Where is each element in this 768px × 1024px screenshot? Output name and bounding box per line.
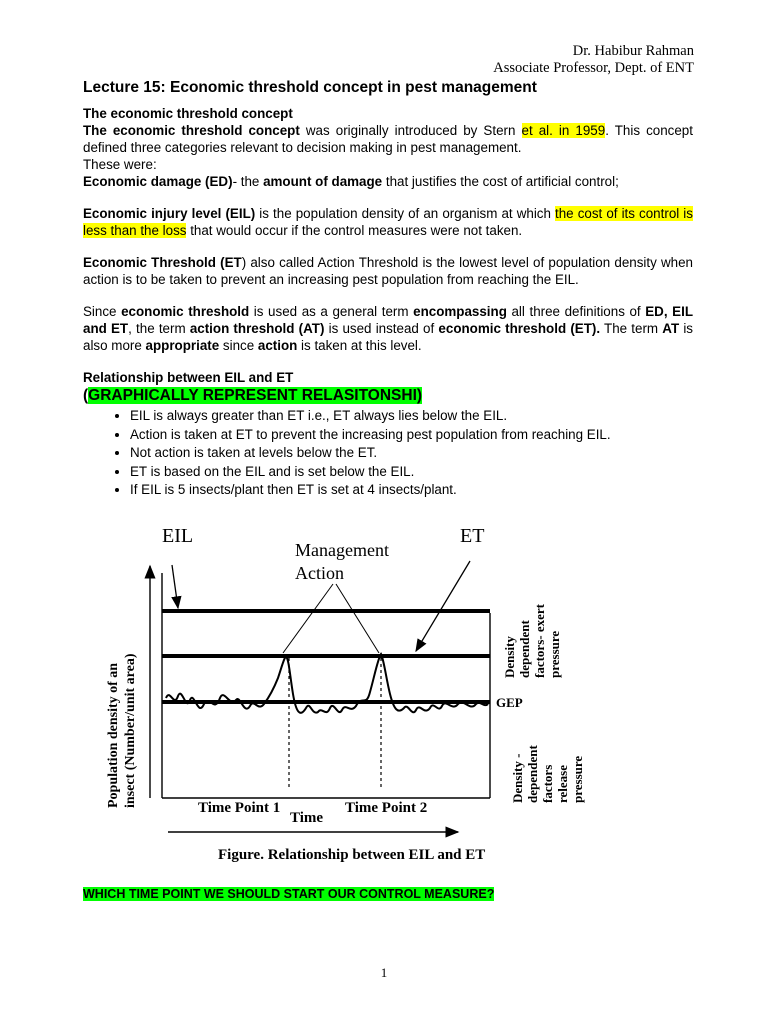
since-b2: encompassing: [413, 304, 507, 319]
intro-text-2: . This concept defined three categories relevant to decision making in pest management.: [83, 123, 693, 155]
since-b3: ED, EIL and ET: [83, 304, 693, 336]
right-bottom-label-4: release: [555, 764, 570, 803]
intro-bold: The economic threshold concept: [83, 123, 300, 138]
lecture-title: Lecture 15: Economic threshold concept in pest management: [83, 79, 537, 96]
question-line: [83, 887, 494, 902]
page-number: 1: [380, 965, 388, 980]
mgmt-line-1: [283, 584, 333, 653]
et-paragraph: [83, 254, 693, 288]
since-b4: action threshold (AT): [189, 321, 325, 336]
et-pointer-arrow: [416, 561, 470, 651]
since-paragraph: [83, 303, 693, 354]
eil-et-diagram: [90, 518, 610, 868]
since-8: since: [219, 338, 258, 353]
question-highlight: WHICH TIME POINT WE SHOULD START OUR CONTROL MEASURE?: [83, 887, 495, 901]
right-top-label-4: pressure: [547, 630, 562, 678]
right-bottom-label-5: pressure: [570, 755, 585, 803]
section-heading-relationship: Relationship between EIL and ET: [83, 370, 294, 385]
since-7: is also more: [83, 321, 694, 353]
et-term: Economic Threshold (ET: [83, 255, 242, 270]
author-name: Dr. Habibur Rahman: [572, 43, 694, 59]
since-5: is used instead of: [324, 321, 439, 336]
since-b8: action: [257, 338, 298, 353]
graph-note-highlight: GRAPHICALLY REPRESENT RELASITONSHI): [88, 387, 423, 404]
right-bottom-label-3: factors: [540, 764, 555, 803]
author-position: Associate Professor, Dept. of ENT: [493, 60, 694, 76]
eil-highlight: the cost of its control is less than the loss: [83, 206, 693, 238]
right-top-label-1: Density: [502, 636, 517, 678]
since-b6: AT: [662, 321, 680, 336]
list-item: • If EIL is 5 insects/plant then ET is set at 4 insects/plant.: [130, 481, 693, 500]
time-point-2-label: Time Point 2: [345, 800, 428, 816]
since-b1: economic threshold: [121, 304, 250, 319]
graph-note-paren: (: [83, 387, 89, 404]
since-2: is used as a general term: [249, 304, 414, 319]
since-9: is taken at this level.: [297, 338, 422, 353]
document-body: [83, 79, 693, 500]
gep-label: GEP: [496, 695, 523, 710]
ed-paragraph: [83, 173, 693, 190]
eil-et-figure: [90, 518, 610, 868]
right-top-label-3: factors- exert: [532, 604, 547, 678]
since-6: The term: [600, 321, 663, 336]
intro-highlight: et al. in 1959: [521, 123, 606, 138]
management-label-2: Action: [295, 563, 344, 583]
figure-caption: Figure. Relationship between EIL and ET: [218, 847, 486, 863]
graph-note: [83, 387, 693, 405]
time-point-1-label: Time Point 1: [198, 800, 281, 816]
since-b5: economic threshold (ET).: [438, 321, 601, 336]
eil-text-2: that would occur if the control measures were not taken.: [186, 223, 523, 238]
author-block: [493, 43, 694, 77]
ed-text-1: - the: [232, 174, 264, 189]
et-text: ) also called Action Threshold is the lowest level of population density when action is to be taken to prevent an increasing pest population from reaching the EIL.: [83, 255, 694, 287]
right-bottom-label-1: Density -: [510, 753, 525, 803]
list-item: • ET is based on the EIL and is set below the EIL.: [130, 463, 693, 482]
mgmt-line-2: [336, 584, 379, 653]
time-label: Time: [290, 810, 324, 826]
these-were: These were:: [83, 157, 157, 172]
y-axis-label-1: Population density of an: [106, 662, 121, 808]
since-1: Since: [83, 304, 122, 319]
list-item: • Action is taken at ET to prevent the increasing pest population from reaching EIL.: [130, 426, 693, 445]
right-top-label-2: dependent: [517, 620, 532, 678]
relationship-list: [83, 407, 693, 500]
right-bottom-label-2: dependent: [525, 745, 540, 803]
eil-label: EIL: [162, 525, 194, 547]
y-axis-label-2: insect (Number/unit area): [123, 653, 138, 808]
section-heading-threshold: The economic threshold concept: [83, 106, 293, 121]
et-label: ET: [460, 525, 485, 547]
intro-paragraph: [83, 122, 693, 156]
since-3: all three definitions of: [506, 304, 646, 319]
since-4: , the term: [128, 321, 190, 336]
ed-text-2: that justifies the cost of artificial control;: [382, 174, 619, 189]
since-b7: appropriate: [145, 338, 220, 353]
eil-text-1: is the population density of an organism at which: [255, 206, 556, 221]
ed-term: Economic damage (ED): [83, 174, 233, 189]
list-item: • EIL is always greater than ET i.e., ET always lies below the EIL.: [130, 407, 693, 426]
eil-term: Economic injury level (EIL): [83, 206, 256, 221]
eil-paragraph: [83, 205, 693, 239]
list-item: • Not action is taken at levels below the ET.: [130, 444, 693, 463]
eil-pointer-arrow: [172, 565, 178, 608]
management-label-1: Management: [295, 540, 389, 560]
ed-bold-2: amount of damage: [263, 174, 383, 189]
intro-text-1: was originally introduced by Stern: [299, 123, 522, 138]
